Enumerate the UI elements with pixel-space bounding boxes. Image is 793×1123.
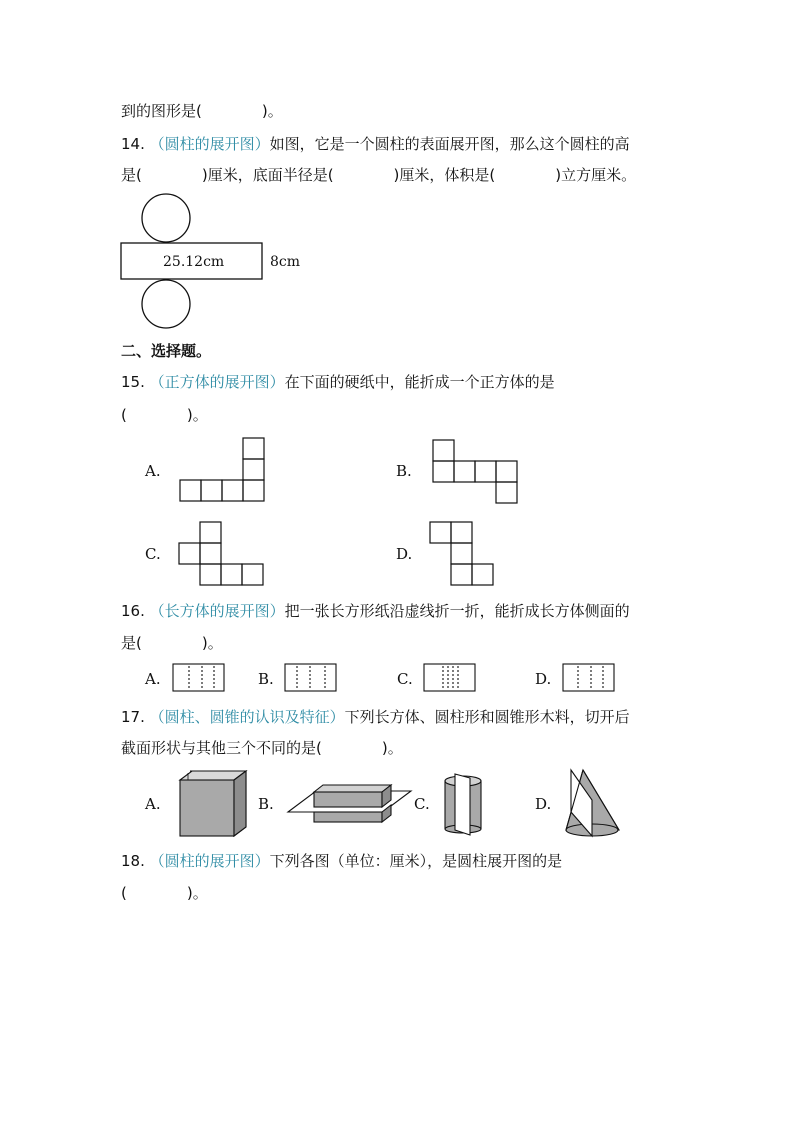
- q18-text1: 下列各图（单位：厘米），是圆柱展开图的是: [269, 852, 563, 870]
- q17-solid-d: [566, 770, 619, 836]
- q15-option-c-label: C.: [145, 545, 161, 563]
- q18-number: 18.: [121, 852, 145, 870]
- q16-option-b-label: B.: [258, 670, 274, 688]
- net-height-label: 8cm: [270, 254, 301, 270]
- q16-text1: 把一张长方形纸沿虚线折一折，能折成长方体侧面的: [284, 602, 630, 620]
- q16-tag: （长方体的展开图）: [149, 602, 285, 620]
- q15-number: 15.: [121, 373, 145, 391]
- q16-option-a-label: A.: [145, 670, 161, 688]
- net-rect-label: 25.12cm: [163, 254, 225, 270]
- q15-option-d-label: D.: [396, 545, 413, 563]
- q18-tag: （圆柱的展开图）: [149, 852, 270, 870]
- q17-number: 17.: [121, 708, 145, 726]
- q16-option-d-label: D.: [535, 670, 552, 688]
- q16-option-c-label: C.: [397, 670, 413, 688]
- q15-line2: ( )。: [121, 406, 208, 424]
- q17-text1: 下列长方体、圆柱形和圆锥形木料，切开后: [344, 708, 630, 726]
- q15-text1: 在下面的硬纸中，能折成一个正方体的是: [284, 373, 555, 391]
- q15-option-a-label: A.: [145, 462, 161, 480]
- q13-tail: 到的图形是( )。: [121, 102, 283, 120]
- q17-option-a-label: A.: [145, 795, 161, 813]
- q17-solid-a: [180, 771, 246, 836]
- q14-line2: 是( )厘米，底面半径是( )厘米，体积是( )立方厘米。: [121, 166, 637, 184]
- q17-option-c-label: C.: [414, 795, 430, 813]
- q15-tag: （正方体的展开图）: [149, 373, 285, 391]
- q18-line2: ( )。: [121, 884, 208, 902]
- q15-option-b-label: B.: [396, 462, 412, 480]
- q17-tag: （圆柱、圆锥的认识及特征）: [149, 708, 345, 726]
- q14-text1: 如图，它是一个圆柱的表面展开图，那么这个圆柱的高: [269, 135, 630, 153]
- q14-tag: （圆柱的展开图）: [149, 135, 270, 153]
- q17-solid-b: [288, 785, 411, 822]
- q18-line1: [121, 851, 562, 871]
- q14-number: 14.: [121, 135, 145, 153]
- q16-line2: 是( )。: [121, 634, 223, 652]
- q16-number: 16.: [121, 602, 145, 620]
- q17-line2: 截面形状与其他三个不同的是( )。: [121, 739, 403, 757]
- q17-option-b-label: B.: [258, 795, 274, 813]
- q17-option-d-label: D.: [535, 795, 552, 813]
- q17-solid-c: [445, 774, 481, 835]
- section-heading: 二、选择题。: [121, 342, 212, 360]
